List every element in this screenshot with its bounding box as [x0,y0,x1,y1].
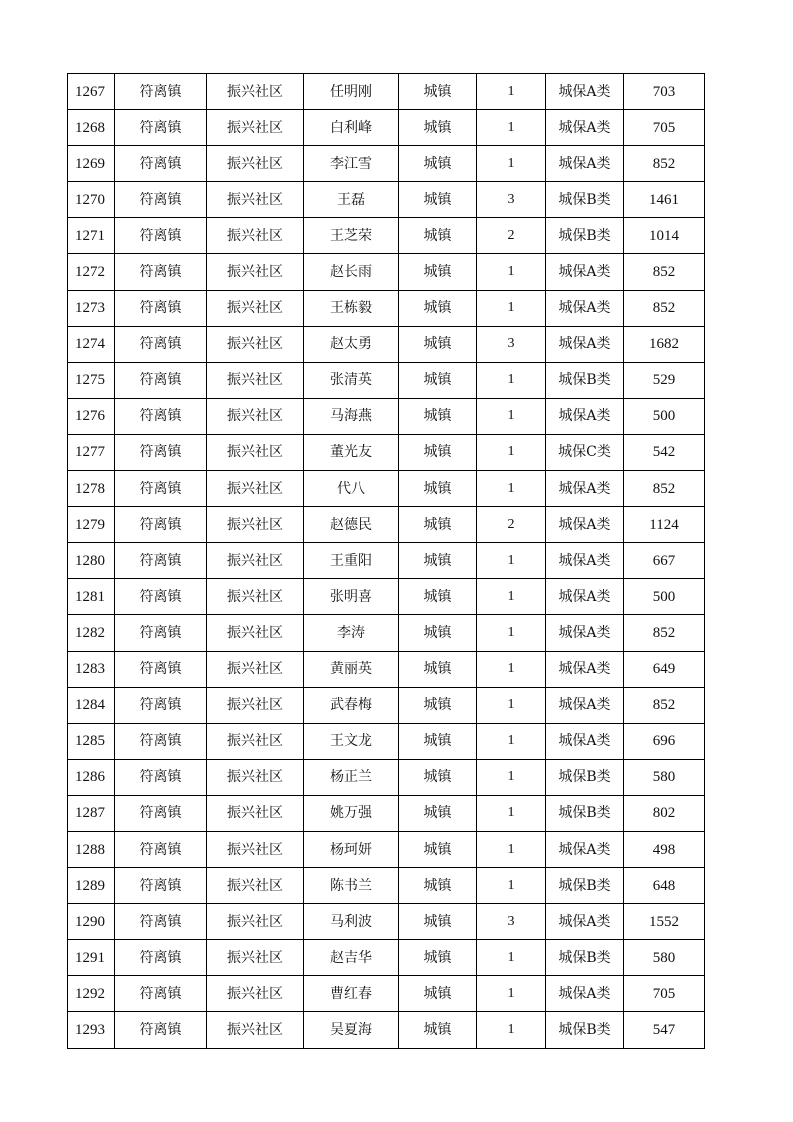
table-row [68,687,705,723]
row-number-cell: 1278 [68,471,115,507]
community-cell: 振兴社区 [207,182,304,218]
row-number-cell: 1288 [68,831,115,867]
household-type-cell: 城镇 [399,182,477,218]
table-row [68,651,705,687]
row-number-cell: 1275 [68,362,115,398]
assistance-category-cell: 城保B类 [546,362,624,398]
monthly-amount-cell: 705 [624,976,705,1012]
town-cell: 符离镇 [115,831,207,867]
household-type-cell: 城镇 [399,976,477,1012]
household-head-cell: 张明喜 [304,579,399,615]
household-head-cell: 王磊 [304,182,399,218]
household-head-cell: 姚万强 [304,795,399,831]
member-count-cell: 1 [477,543,546,579]
member-count-cell: 1 [477,687,546,723]
community-cell: 振兴社区 [207,687,304,723]
table-row [68,326,705,362]
assistance-category-cell: 城保A类 [546,110,624,146]
community-cell: 振兴社区 [207,543,304,579]
member-count-cell: 1 [477,940,546,976]
household-head-cell: 曹红春 [304,976,399,1012]
monthly-amount-cell: 498 [624,831,705,867]
household-head-cell: 李涛 [304,615,399,651]
household-head-cell: 张清英 [304,362,399,398]
household-head-cell: 杨珂妍 [304,831,399,867]
member-count-cell: 1 [477,1012,546,1048]
assistance-category-cell: 城保A类 [546,398,624,434]
community-cell: 振兴社区 [207,290,304,326]
member-count-cell: 1 [477,110,546,146]
table-row [68,976,705,1012]
member-count-cell: 1 [477,471,546,507]
household-type-cell: 城镇 [399,110,477,146]
assistance-category-cell: 城保A类 [546,146,624,182]
row-number-cell: 1274 [68,326,115,362]
member-count-cell: 1 [477,723,546,759]
table-row [68,74,705,110]
community-cell: 振兴社区 [207,146,304,182]
monthly-amount-cell: 1124 [624,507,705,543]
monthly-amount-cell: 802 [624,795,705,831]
town-cell: 符离镇 [115,182,207,218]
monthly-amount-cell: 1014 [624,218,705,254]
town-cell: 符离镇 [115,940,207,976]
monthly-amount-cell: 1461 [624,182,705,218]
town-cell: 符离镇 [115,868,207,904]
table-row [68,904,705,940]
household-type-cell: 城镇 [399,543,477,579]
household-type-cell: 城镇 [399,579,477,615]
household-type-cell: 城镇 [399,434,477,470]
assistance-category-cell: 城保B类 [546,940,624,976]
monthly-amount-cell: 852 [624,290,705,326]
community-cell: 振兴社区 [207,254,304,290]
table-row [68,795,705,831]
household-type-cell: 城镇 [399,471,477,507]
row-number-cell: 1276 [68,398,115,434]
community-cell: 振兴社区 [207,110,304,146]
town-cell: 符离镇 [115,110,207,146]
member-count-cell: 1 [477,398,546,434]
table-row [68,471,705,507]
assistance-category-cell: 城保A类 [546,904,624,940]
household-head-cell: 李江雪 [304,146,399,182]
assistance-category-cell: 城保B类 [546,795,624,831]
table-row [68,434,705,470]
table-row [68,723,705,759]
household-type-cell: 城镇 [399,723,477,759]
community-cell: 振兴社区 [207,398,304,434]
assistance-category-cell: 城保A类 [546,976,624,1012]
community-cell: 振兴社区 [207,326,304,362]
member-count-cell: 1 [477,651,546,687]
community-cell: 振兴社区 [207,579,304,615]
household-type-cell: 城镇 [399,398,477,434]
table-row [68,940,705,976]
household-type-cell: 城镇 [399,254,477,290]
household-head-cell: 武春梅 [304,687,399,723]
household-head-cell: 白利峰 [304,110,399,146]
member-count-cell: 1 [477,759,546,795]
row-number-cell: 1267 [68,74,115,110]
row-number-cell: 1283 [68,651,115,687]
town-cell: 符离镇 [115,687,207,723]
monthly-amount-cell: 547 [624,1012,705,1048]
town-cell: 符离镇 [115,976,207,1012]
monthly-amount-cell: 852 [624,615,705,651]
assistance-category-cell: 城保B类 [546,759,624,795]
member-count-cell: 1 [477,146,546,182]
member-count-cell: 1 [477,74,546,110]
member-count-cell: 3 [477,326,546,362]
town-cell: 符离镇 [115,1012,207,1048]
household-head-cell: 赵吉华 [304,940,399,976]
assistance-roster-table [67,73,705,1049]
assistance-category-cell: 城保A类 [546,326,624,362]
row-number-cell: 1284 [68,687,115,723]
table-row [68,218,705,254]
table-row [68,831,705,867]
monthly-amount-cell: 703 [624,74,705,110]
household-type-cell: 城镇 [399,687,477,723]
member-count-cell: 3 [477,182,546,218]
assistance-category-cell: 城保B类 [546,868,624,904]
town-cell: 符离镇 [115,326,207,362]
monthly-amount-cell: 852 [624,146,705,182]
row-number-cell: 1287 [68,795,115,831]
household-type-cell: 城镇 [399,795,477,831]
community-cell: 振兴社区 [207,471,304,507]
town-cell: 符离镇 [115,290,207,326]
monthly-amount-cell: 580 [624,759,705,795]
household-head-cell: 黄丽英 [304,651,399,687]
community-cell: 振兴社区 [207,868,304,904]
row-number-cell: 1286 [68,759,115,795]
row-number-cell: 1270 [68,182,115,218]
member-count-cell: 1 [477,868,546,904]
member-count-cell: 1 [477,831,546,867]
row-number-cell: 1279 [68,507,115,543]
member-count-cell: 1 [477,362,546,398]
household-head-cell: 杨正兰 [304,759,399,795]
table-row [68,362,705,398]
household-type-cell: 城镇 [399,218,477,254]
row-number-cell: 1280 [68,543,115,579]
community-cell: 振兴社区 [207,362,304,398]
assistance-category-cell: 城保A类 [546,579,624,615]
household-head-cell: 任明刚 [304,74,399,110]
household-head-cell: 赵德民 [304,507,399,543]
assistance-category-cell: 城保A类 [546,687,624,723]
monthly-amount-cell: 542 [624,434,705,470]
community-cell: 振兴社区 [207,904,304,940]
table-row [68,398,705,434]
household-type-cell: 城镇 [399,615,477,651]
town-cell: 符离镇 [115,543,207,579]
table-row [68,868,705,904]
household-head-cell: 马利波 [304,904,399,940]
member-count-cell: 2 [477,218,546,254]
household-head-cell: 董光友 [304,434,399,470]
community-cell: 振兴社区 [207,507,304,543]
row-number-cell: 1268 [68,110,115,146]
household-type-cell: 城镇 [399,146,477,182]
assistance-category-cell: 城保A类 [546,507,624,543]
assistance-category-cell: 城保A类 [546,831,624,867]
town-cell: 符离镇 [115,434,207,470]
assistance-category-cell: 城保A类 [546,290,624,326]
household-type-cell: 城镇 [399,759,477,795]
row-number-cell: 1273 [68,290,115,326]
assistance-category-cell: 城保A类 [546,254,624,290]
row-number-cell: 1277 [68,434,115,470]
household-type-cell: 城镇 [399,651,477,687]
table-row [68,290,705,326]
household-head-cell: 吴夏海 [304,1012,399,1048]
community-cell: 振兴社区 [207,759,304,795]
member-count-cell: 1 [477,434,546,470]
table-row [68,543,705,579]
town-cell: 符离镇 [115,362,207,398]
row-number-cell: 1282 [68,615,115,651]
table-row [68,507,705,543]
row-number-cell: 1289 [68,868,115,904]
town-cell: 符离镇 [115,723,207,759]
member-count-cell: 1 [477,976,546,1012]
town-cell: 符离镇 [115,74,207,110]
town-cell: 符离镇 [115,146,207,182]
table-row [68,146,705,182]
household-head-cell: 王重阳 [304,543,399,579]
table-row [68,110,705,146]
monthly-amount-cell: 500 [624,398,705,434]
monthly-amount-cell: 705 [624,110,705,146]
household-type-cell: 城镇 [399,362,477,398]
monthly-amount-cell: 852 [624,254,705,290]
household-type-cell: 城镇 [399,904,477,940]
household-head-cell: 王芝荣 [304,218,399,254]
member-count-cell: 1 [477,795,546,831]
monthly-amount-cell: 852 [624,687,705,723]
town-cell: 符离镇 [115,507,207,543]
monthly-amount-cell: 500 [624,579,705,615]
member-count-cell: 1 [477,290,546,326]
household-type-cell: 城镇 [399,74,477,110]
household-head-cell: 王栋毅 [304,290,399,326]
member-count-cell: 1 [477,579,546,615]
row-number-cell: 1291 [68,940,115,976]
table-body [68,74,705,1049]
town-cell: 符离镇 [115,651,207,687]
monthly-amount-cell: 696 [624,723,705,759]
town-cell: 符离镇 [115,218,207,254]
community-cell: 振兴社区 [207,434,304,470]
household-type-cell: 城镇 [399,868,477,904]
member-count-cell: 3 [477,904,546,940]
monthly-amount-cell: 1552 [624,904,705,940]
community-cell: 振兴社区 [207,940,304,976]
assistance-category-cell: 城保B类 [546,218,624,254]
community-cell: 振兴社区 [207,1012,304,1048]
community-cell: 振兴社区 [207,615,304,651]
household-head-cell: 陈书兰 [304,868,399,904]
household-type-cell: 城镇 [399,290,477,326]
monthly-amount-cell: 1682 [624,326,705,362]
community-cell: 振兴社区 [207,831,304,867]
row-number-cell: 1292 [68,976,115,1012]
community-cell: 振兴社区 [207,651,304,687]
assistance-category-cell: 城保A类 [546,74,624,110]
household-type-cell: 城镇 [399,507,477,543]
town-cell: 符离镇 [115,471,207,507]
household-head-cell: 赵长雨 [304,254,399,290]
member-count-cell: 2 [477,507,546,543]
table-row [68,182,705,218]
community-cell: 振兴社区 [207,795,304,831]
row-number-cell: 1271 [68,218,115,254]
member-count-cell: 1 [477,615,546,651]
assistance-category-cell: 城保C类 [546,434,624,470]
community-cell: 振兴社区 [207,218,304,254]
row-number-cell: 1285 [68,723,115,759]
monthly-amount-cell: 580 [624,940,705,976]
monthly-amount-cell: 852 [624,471,705,507]
assistance-category-cell: 城保A类 [546,543,624,579]
table-row [68,1012,705,1048]
town-cell: 符离镇 [115,615,207,651]
row-number-cell: 1293 [68,1012,115,1048]
member-count-cell: 1 [477,254,546,290]
community-cell: 振兴社区 [207,74,304,110]
household-type-cell: 城镇 [399,326,477,362]
assistance-category-cell: 城保A类 [546,723,624,759]
monthly-amount-cell: 667 [624,543,705,579]
household-head-cell: 代八 [304,471,399,507]
town-cell: 符离镇 [115,904,207,940]
assistance-category-cell: 城保B类 [546,182,624,218]
community-cell: 振兴社区 [207,723,304,759]
town-cell: 符离镇 [115,398,207,434]
community-cell: 振兴社区 [207,976,304,1012]
household-head-cell: 王文龙 [304,723,399,759]
assistance-category-cell: 城保B类 [546,1012,624,1048]
monthly-amount-cell: 648 [624,868,705,904]
household-head-cell: 赵太勇 [304,326,399,362]
household-type-cell: 城镇 [399,1012,477,1048]
row-number-cell: 1272 [68,254,115,290]
monthly-amount-cell: 529 [624,362,705,398]
household-head-cell: 马海燕 [304,398,399,434]
table-row [68,615,705,651]
town-cell: 符离镇 [115,579,207,615]
town-cell: 符离镇 [115,795,207,831]
table-row [68,579,705,615]
assistance-category-cell: 城保A类 [546,651,624,687]
row-number-cell: 1290 [68,904,115,940]
table-row [68,254,705,290]
town-cell: 符离镇 [115,759,207,795]
row-number-cell: 1281 [68,579,115,615]
household-type-cell: 城镇 [399,831,477,867]
row-number-cell: 1269 [68,146,115,182]
town-cell: 符离镇 [115,254,207,290]
monthly-amount-cell: 649 [624,651,705,687]
assistance-category-cell: 城保A类 [546,615,624,651]
household-type-cell: 城镇 [399,940,477,976]
table-row [68,759,705,795]
assistance-category-cell: 城保A类 [546,471,624,507]
